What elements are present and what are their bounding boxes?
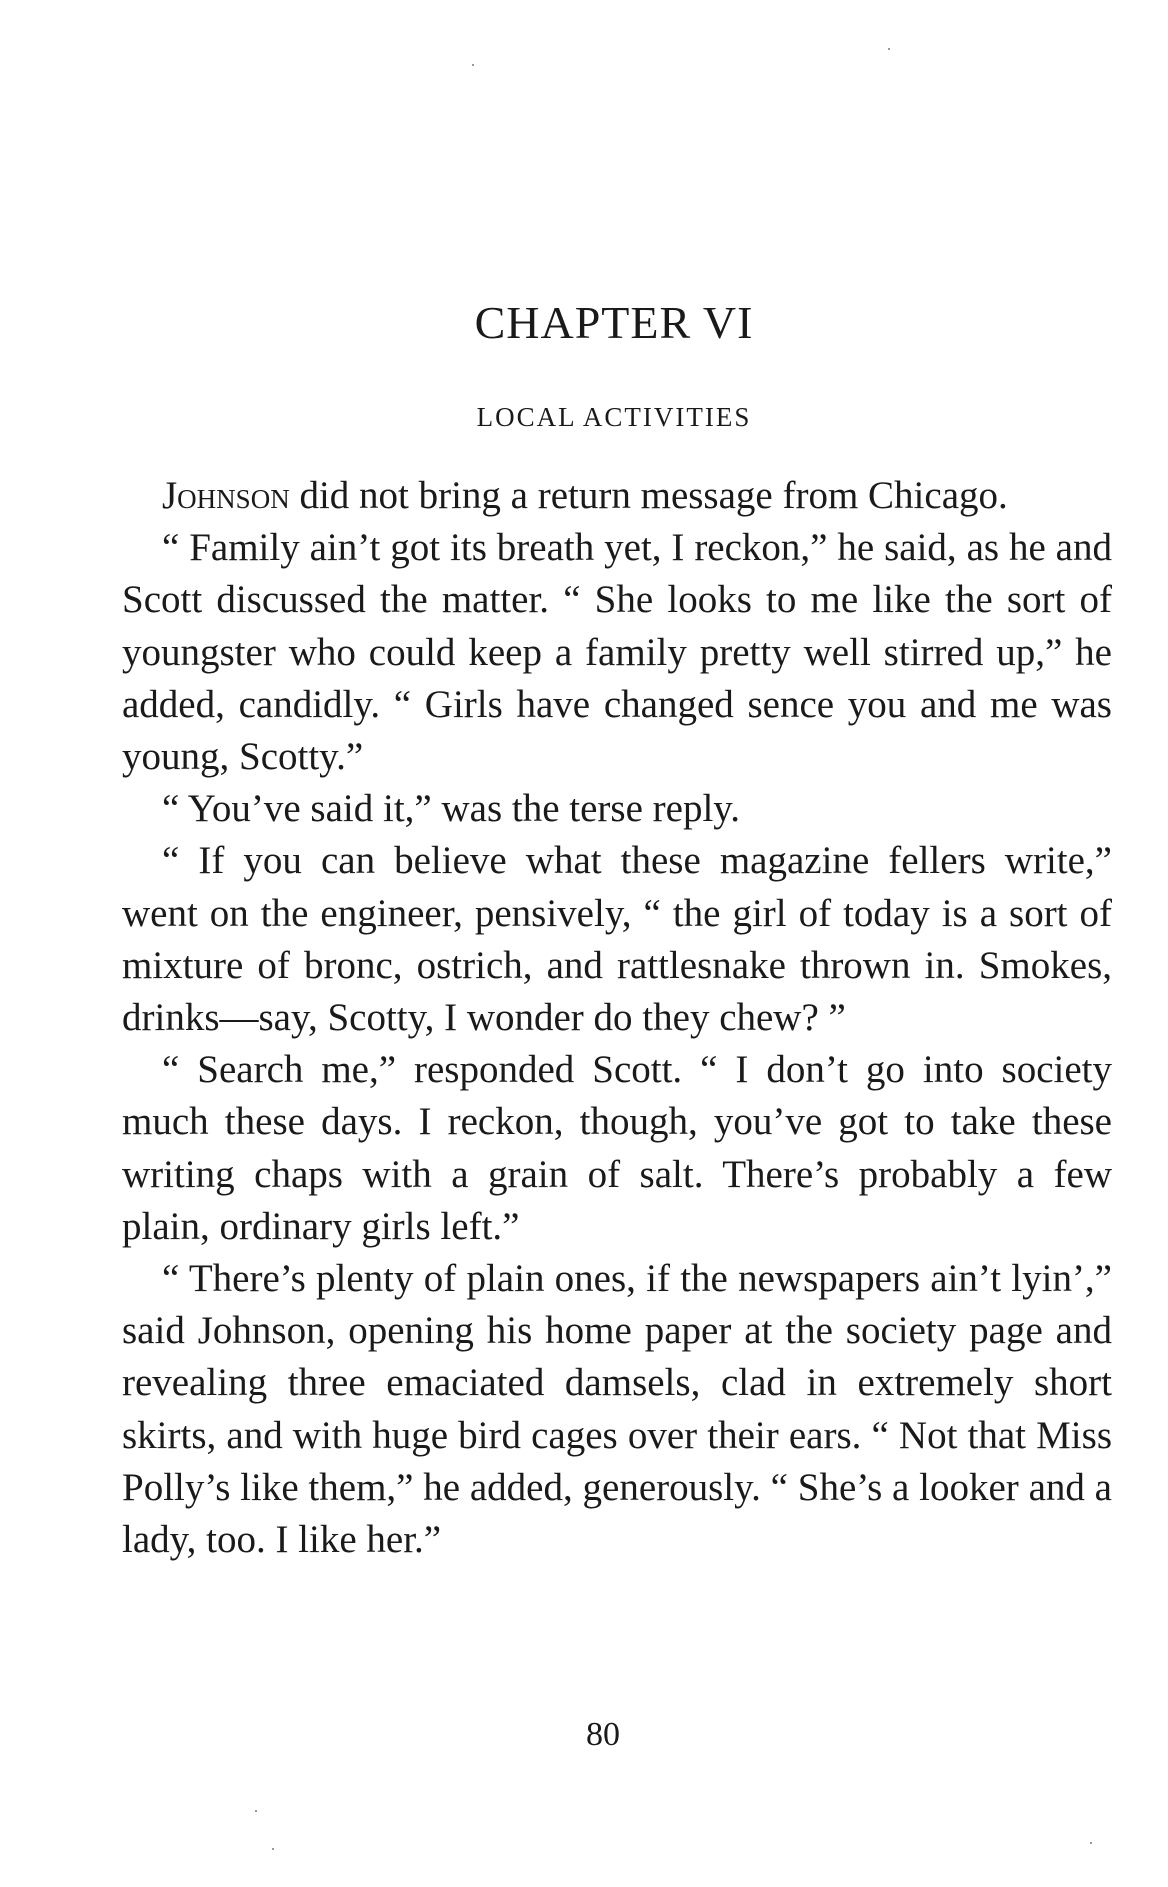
paragraph: “ You’ve said it,” was the terse reply. [162,787,740,831]
paragraph [122,470,1112,522]
paragraph: “ Family ain’t got its breath yet, I reckon,” he said, as he and Scott discussed the matter. “ She looks to me like the sort of youngster who could keep a family pretty well stirred up,” he added, candidly. “ Girls have changed sence you and me was young, Scotty.” [122,526,1112,779]
paragraph: “ Search me,” responded Scott. “ I don’t go into society much these days. I reckon, though, you’ve got to take these writing chaps with a grain of salt. There’s probably a few plain, ordinary girls left.” [122,1048,1112,1248]
paragraph: “ If you can believe what these magazine fellers write,” went on the engineer, pensively, “ the girl of today is a sort of mixture of bronc, ostrich, and rattlesnake thrown in. Smokes, drinks—say, Scotty, I wonder do they chew? ” [122,839,1112,1040]
paragraph: “ There’s plenty of plain ones, if the newspapers ain’t lyin’,” said Johnson, opening his home paper at the society page and revealing three emaciated damsels, clad in extremely short skirts, and with huge bird cages over their ears. “ Not that Miss Polly’s like them,” he added, generously. “ She’s a looker and a lady, too. I like her.” [122,1257,1112,1562]
print-speck [888,48,890,50]
chapter-title: CHAPTER VI [474,297,754,348]
paragraph-text: did not bring a return message from Chicago. [289,474,1008,517]
print-speck [272,1848,274,1850]
print-speck [255,1810,257,1812]
page-number: 80 [586,1716,620,1753]
chapter-body [122,470,1112,1566]
chapter-subtitle: LOCAL ACTIVITIES [476,402,752,432]
print-speck [1090,1842,1092,1844]
print-speck [472,64,474,66]
opening-word: Johnson [162,474,290,517]
